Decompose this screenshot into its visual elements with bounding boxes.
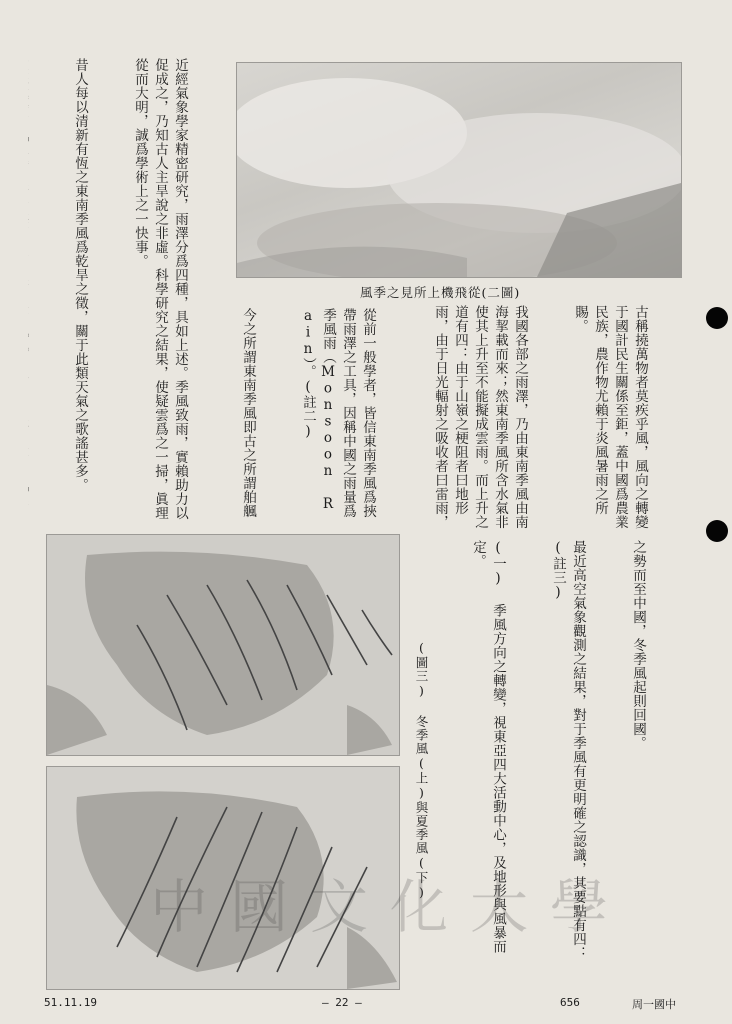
winter-monsoon-map: [46, 534, 400, 756]
figure-2-caption: 風季之見所上機飛從(二圖): [360, 285, 521, 300]
paragraph: 今之所謂東南季風即古之所謂舶䑺: [240, 308, 256, 518]
text-column-mid-right: [432, 305, 690, 530]
text-column-top-left: [28, 58, 230, 526]
aerial-monsoon-photo: [236, 62, 682, 278]
library-watermark: 中國文化大學: [150, 873, 631, 941]
paragraph: [28, 58, 30, 526]
paragraph: (一) 季風方向之轉變，視東亞四大活動中心，及地形與風暴而定。: [470, 540, 506, 954]
paragraph: 最近高空氣象觀測之結果，對于季風有更明確之認識，其要點有四：(註三): [550, 540, 586, 960]
issue-number: 656: [560, 996, 580, 1009]
paragraph: 昔人每以清新有恆之東南季風爲乾旱之徵，關于此類天氣之歌謠甚多。: [72, 58, 88, 492]
binding-hole-top: [706, 307, 728, 329]
figure-3-caption: (圖三) 冬季風(上)與夏季風(下): [414, 640, 429, 901]
paragraph: 古稱撓萬物者莫疾乎風，風向之轉變于國計民生關係至鉅，蓋中國爲農業民族，農作物尤賴于炎風暑雨之所賜。: [572, 305, 648, 529]
aerial-photo-clouds: [237, 63, 681, 277]
binding-hole-bottom: [706, 520, 728, 542]
page-number: — 22 —: [322, 996, 362, 1009]
print-date: 51.11.19: [44, 996, 97, 1009]
paragraph: 我國各部之雨澤，乃由東南季風由南海挈載而來；然東南季風所含水氣非使其上升至不能擬成雲雨。而上升之道有四：由于山嶺之梗阻者曰地形雨，由于日光輻射之吸收者曰雷雨，: [432, 305, 528, 529]
paragraph: 近經氣象學家精密研究，雨澤分爲四種，具如上述。季風致雨，實賴助力以促成之，乃知古人主旱說之非虛。科學研究之結果，使疑雲爲之一掃，眞理從而大明，誠爲學術上之一快事。: [132, 58, 188, 520]
paragraph: 從前一般學者，皆信東南季風爲挾帶雨澤之工具，因稱中國之雨量爲季風雨（Monsoon Rain）。(註二): [300, 308, 376, 518]
text-column-mid-left: [238, 308, 418, 528]
paragraph: 之勢而至中國，冬季風起則回國。: [630, 540, 646, 750]
publication-name: 周一國中: [632, 998, 676, 1011]
winter-map-drawing: [47, 535, 399, 755]
